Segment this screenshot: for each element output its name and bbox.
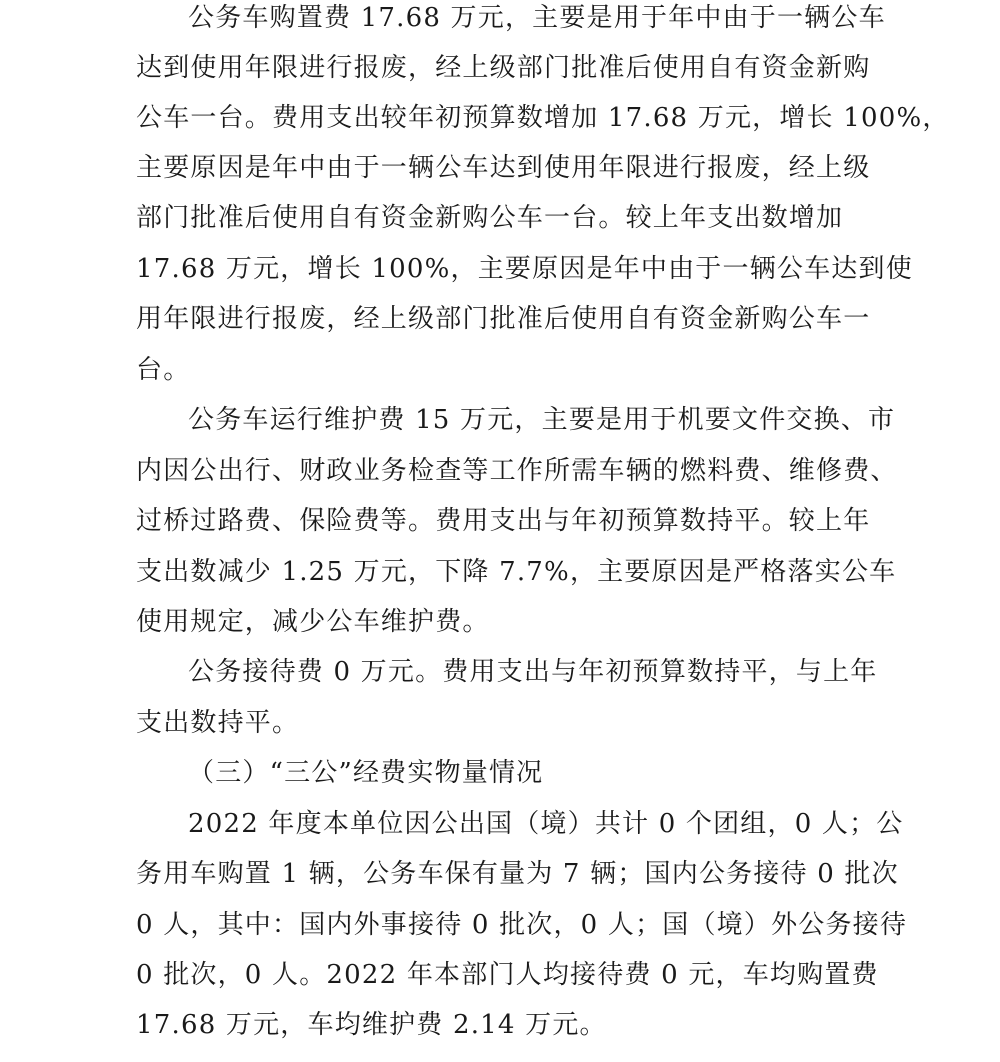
paragraph-line: 0 批次，0 人。2022 年本部门人均接待费 0 元，车均购置费 [136, 960, 879, 990]
paragraph-line: 用年限进行报废，经上级部门批准后使用自有资金新购公车一 [136, 304, 871, 334]
paragraph-line: 使用规定，减少公车维护费。 [136, 607, 490, 637]
paragraph-line: 公务车运行维护费 15 万元，主要是用于机要文件交换、市 [188, 405, 896, 435]
paragraph-line: 公车一台。费用支出较年初预算数增加 17.68 万元，增长 100%， [136, 103, 950, 133]
paragraph-line: 公务车购置费 17.68 万元，主要是用于年中由于一辆公车 [188, 3, 886, 33]
paragraph-line: 台。 [136, 355, 191, 385]
section-heading: （三）“三公”经费实物量情况 [188, 758, 544, 788]
paragraph-line: 达到使用年限进行报废，经上级部门批准后使用自有资金新购 [136, 53, 871, 83]
paragraph-line: 务用车购置 1 辆，公务车保有量为 7 辆；国内公务接待 0 批次 [136, 859, 899, 889]
paragraph-line: 2022 年度本单位因公出国（境）共计 0 个团组，0 人；公 [188, 809, 904, 839]
paragraph-line: 17.68 万元，增长 100%，主要原因是年中由于一辆公车达到使 [136, 254, 913, 284]
paragraph-line: 17.68 万元，车均维护费 2.14 万元。 [136, 1010, 607, 1040]
paragraph-line: 支出数持平。 [136, 708, 300, 738]
paragraph-line: 0 人，其中：国内外事接待 0 批次，0 人；国（境）外公务接待 [136, 910, 908, 940]
paragraph-line: 公务接待费 0 万元。费用支出与年初预算数持平，与上年 [188, 657, 878, 687]
paragraph-line: 过桥过路费、保险费等。费用支出与年初预算数持平。较上年 [136, 506, 871, 536]
paragraph-line: 内因公出行、财政业务检查等工作所需车辆的燃料费、维修费、 [136, 456, 898, 486]
paragraph-line: 部门批准后使用自有资金新购公车一台。较上年支出数增加 [136, 203, 844, 233]
paragraph-line: 主要原因是年中由于一辆公车达到使用年限进行报废，经上级 [136, 153, 871, 183]
paragraph-line: 支出数减少 1.25 万元，下降 7.7%，主要原因是严格落实公车 [136, 557, 897, 587]
